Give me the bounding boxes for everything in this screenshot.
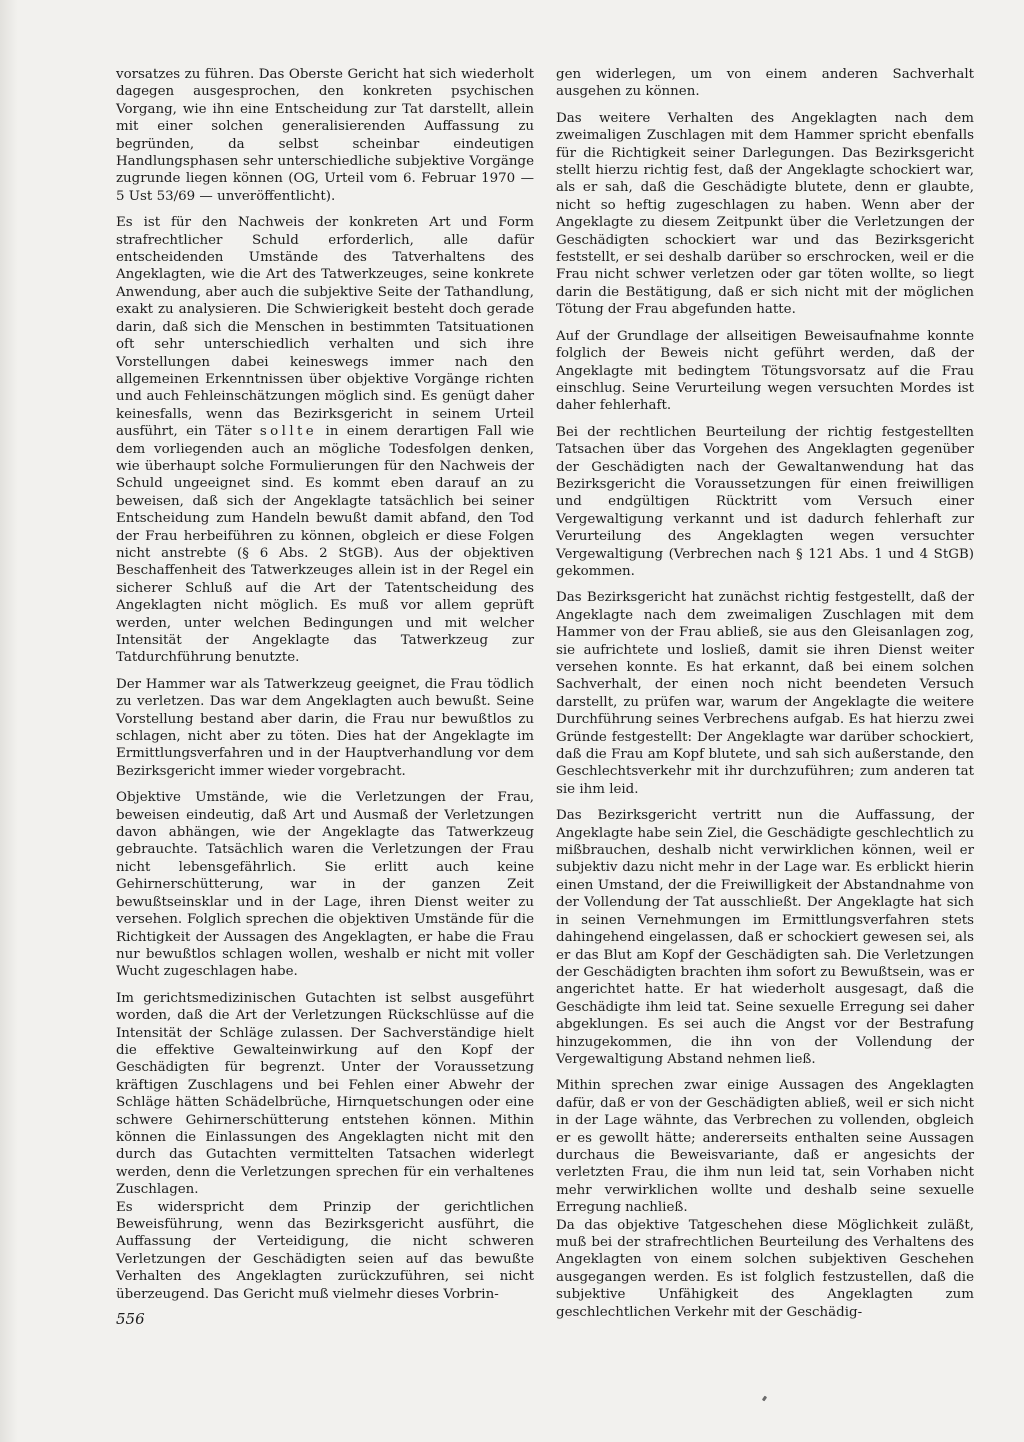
right-paragraph-7: Mithin sprechen zwar einige Aussagen des Angeklagten dafür, daß er von der Geschädigten abließ, weil er sich nicht in der Lage wähnte, das Verbrechen zu vollenden, obgleich er es gewollt hätte; andererseits enthalten seine Aussagen durchaus die Beweisvariante, daß er angesichts der verletzten Frau, die ihm nun leid tat, sein Vorhaben nicht mehr verwirklichen wollte und deshalb seine sexuelle Erregung nachließ. xyxy=(556,1078,974,1216)
emphasized-word-sollte: sollte xyxy=(259,424,318,440)
left-paragraph-4: Objektive Umstände, wie die Verletzungen der Frau, beweisen eindeutig, daß Art und Ausmaß der Verletzungen davon abhängen, wie der Angeklagte das Tatwerkzeug gebrauchte. Tatsächlich waren die Verletzungen der Frau nicht lebensgefährlich. Sie erlitt auch keine Gehirnerschütterung, war in der ganzen Zeit bewußtseinsklar und in der Lage, ihren Dienst weiter zu versehen. Folglich sprechen die objektiven Umstände für die Richtigkeit der Aussagen des Angeklagten, er habe die Frau nur bewußtlos schlagen wollen, weshalb er nicht mit voller Wucht zugeschlagen habe. xyxy=(116,790,534,980)
left-paragraph-2 xyxy=(116,214,534,667)
left-paragraph-1: vorsatzes zu führen. Das Oberste Gericht hat sich wiederholt dagegen ausgesprochen, den konkreten psychischen Vorgang, wie ihn eine Entscheidung zur Tat darstellt, allein mit einer solchen generalisierenden Auffassung zu begründen, da selbst scheinbar eindeutigen Handlungsphasen sehr unterschiedliche subjektive Vorgänge zugrunde liegen können (OG, Urteil vom 6. Februar 1970 — 5 Ust 53/69 — unveröffentlicht). xyxy=(116,67,534,204)
right-paragraph-3: Auf der Grundlage der allseitigen Beweisaufnahme konnte folglich der Beweis nicht geführt werden, daß der Angeklagte mit bedingtem Tötungsvorsatz auf die Frau einschlug. Seine Verurteilung wegen versuchten Mordes ist daher fehlerhaft. xyxy=(556,328,974,414)
right-paragraph-2: Das weitere Verhalten des Angeklagten nach dem zweimaligen Zuschlagen mit dem Hammer spricht ebenfalls für die Richtigkeit seiner Darlegungen. Das Bezirksgericht stellt hierzu richtig fest, daß der Angeklagte schockiert war, als er sah, daß die Geschädigte blutete, denn er glaubte, nicht so heftig zugeschlagen zu haben. Wenn aber der Angeklagte zu diesem Zeitpunkt über die Verletzungen der Geschädigten schockiert war und das Bezirksgericht feststellt, er sei deshalb darüber so erschrocken, weil er die Frau nicht schwer verletzen oder gar töten wollte, so liegt darin die Bestätigung, daß er sich nicht mit der möglichen Tötung der Frau abgefunden hatte. xyxy=(556,110,974,318)
left-paragraph-6: Es widerspricht dem Prinzip der gerichtlichen Beweisführung, wenn das Bezirksgericht ausführt, die Auffassung der Verteidigung, die nicht schweren Verletzungen der Geschädigten seien auf das bewußte Verhalten des Angeklagten zurückzuführen, sei nicht überzeugend. Das Gericht muß vielmehr dieses Vorbrin- xyxy=(116,1199,534,1302)
page-edge-shadow xyxy=(0,0,18,1442)
right-paragraph-6: Das Bezirksgericht vertritt nun die Auffassung, der Angeklagte habe sein Ziel, die Geschädigte geschlechtlich zu mißbrauchen, deshalb nicht verwirklichen können, weil er subjektiv dazu nicht mehr in der Lage war. Es erblickt hierin einen Umstand, der die Freiwilligkeit der Abstandnahme von der Vollendung der Tat ausschließt. Der Angeklagte hat sich in seinen Vernehmungen im Ermittlungsverfahren stets dahingehend eingelassen, daß er schockiert gewesen sei, als er das Blut am Kopf der Geschädigten sah. Die Verletzungen der Geschädigten brachten ihm sofort zu Bewußtsein, was er angerichtet hatte. Er hat wiederholt ausgesagt, daß die Geschädigte ihm leid tat. Seine sexuelle Erregung sei daher abgeklungen. Es sei auch die Angst vor der Bestrafung hinzugekommen, die ihn von der Vollendung der Vergewaltigung Abstand nehmen ließ. xyxy=(556,808,974,1067)
right-paragraph-4: Bei der rechtlichen Beurteilung der richtig festgestellten Tatsachen über das Vorgehen des Angeklagten gegenüber der Geschädigten nach der Gewaltanwendung hat das Bezirksgericht die Voraussetzungen für einen freiwilligen und endgültigen Rücktritt vom Versuch einer Vergewaltigung verkannt und ist dadurch fehlerhaft zur Verurteilung des Angeklagten wegen versuchter Vergewaltigung (Verbrechen nach § 121 Abs. 1 und 4 StGB) gekommen. xyxy=(556,424,974,579)
left-paragraph-5: Im gerichtsmedizinischen Gutachten ist selbst ausgeführt worden, daß die Art der Verletzungen Rückschlüsse auf die Intensität der Schläge zulassen. Der Sachverständige hielt die effektive Gewalteinwirkung auf den Kopf der Geschädigten für begrenzt. Unter der Voraussetzung kräftigen Zuschlagens und bei Fehlen einer Abwehr der Schläge hätten Schädelbrüche, Hirnquetschungen oder eine schwere Gehirnerschütterung entstehen können. Mithin können die Einlassungen des Angeklagten nicht mit den durch das Gutachten vermittelten Tatsachen widerlegt werden, denn die Verletzungen sprechen für ein verhaltenes Zuschlagen. xyxy=(116,990,534,1198)
left-text-column xyxy=(116,66,534,1312)
left-paragraph-3: Der Hammer war als Tatwerkzeug geeignet, die Frau tödlich zu verletzen. Das war dem Angeklagten auch bewußt. Seine Vorstellung bestand aber darin, die Frau nur bewußtlos zu schlagen, nicht aber zu töten. Dies hat der Angeklagte im Ermittlungsverfahren und in der Hauptverhandlung vor dem Bezirksgericht immer wieder vorgebracht. xyxy=(116,676,534,779)
right-paragraph-1: gen widerlegen, um von einem anderen Sachverhalt ausgehen zu können. xyxy=(556,67,974,100)
left-paragraph-2-part-b: in einem derartigen Fall wie dem vorliegenden auch an mögliche Todesfolgen denken, wie überhaupt solche Formulierungen für den Nachweis der Schuld ungeeignet sind. Es kommt eben darauf an zu beweisen, daß sich der Angeklagte tatsächlich bei seiner Entscheidung zum Handeln bewußt damit abfand, den Tod der Frau herbeiführen zu können, obgleich er diese Folgen nicht anstrebte (§ 6 Abs. 2 StGB). Aus der objektiven Beschaffenheit des Tatwerkzeuges allein ist in der Regel ein sicherer Schluß auf die Art der Tatentscheidung des Angeklagten nicht möglich. Es muß vor allem geprüft werden, unter welchen Bedingungen und mit welcher Intensität der Angeklagte das Tatwerkzeug zur Tatdurchführung benutzte. xyxy=(116,424,534,666)
page-number: 556 xyxy=(116,1310,145,1328)
print-speck xyxy=(762,1396,767,1402)
right-text-column xyxy=(556,66,974,1330)
right-paragraph-8: Da das objektive Tatgeschehen diese Möglichkeit zuläßt, muß bei der strafrechtlichen Beurteilung des Verhaltens des Angeklagten von einem solchen subjektiven Geschehen ausgegangen werden. Es ist folglich festzustellen, daß die subjektive Unfähigkeit des Angeklagten zum geschlechtlichen Verkehr mit der Geschädig- xyxy=(556,1217,974,1320)
right-paragraph-5: Das Bezirksgericht hat zunächst richtig festgestellt, daß der Angeklagte nach dem zweimaligen Zuschlagen mit dem Hammer von der Frau abließ, sie aus den Gleisanlagen zog, sie aufrichtete und losließ, damit sie ihren Dienst weiter versehen konnte. Es hat erkannt, daß bei einem solchen Sachverhalt, der einen noch nicht beendeten Versuch darstellt, zu prüfen war, warum der Angeklagte die weitere Durchführung seines Verbrechens aufgab. Es hat hierzu zwei Gründe festgestellt: Der Angeklagte war darüber schockiert, daß die Frau am Kopf blutete, und sah sich außerstande, den Geschlechtsverkehr mit ihr durchzuführen; zum anderen tat sie ihm leid. xyxy=(556,590,974,797)
left-paragraph-2-part-a: Es ist für den Nachweis der konkreten Art und Form strafrechtlicher Schuld erforderlich, alle dafür entscheidenden Umstände des Tatverhaltens des Angeklagten, wie die Art des Tatwerkzeuges, seine konkrete Anwendung, aber auch die subjektive Seite der Tathandlung, exakt zu analysieren. Die Schwierigkeit besteht doch gerade darin, daß sich die Menschen in bestimmten Tatsituationen oft sehr unterschiedlich verhalten und sich ihre Vorstellungen dabei keineswegs immer nach den allgemeinen Erkenntnissen über objektive Vorgänge richten und auch Fehleinschätzungen möglich sind. Es genügt daher keinesfalls, wenn das Bezirksgericht in seinem Urteil ausführt, ein Täter xyxy=(116,215,534,440)
